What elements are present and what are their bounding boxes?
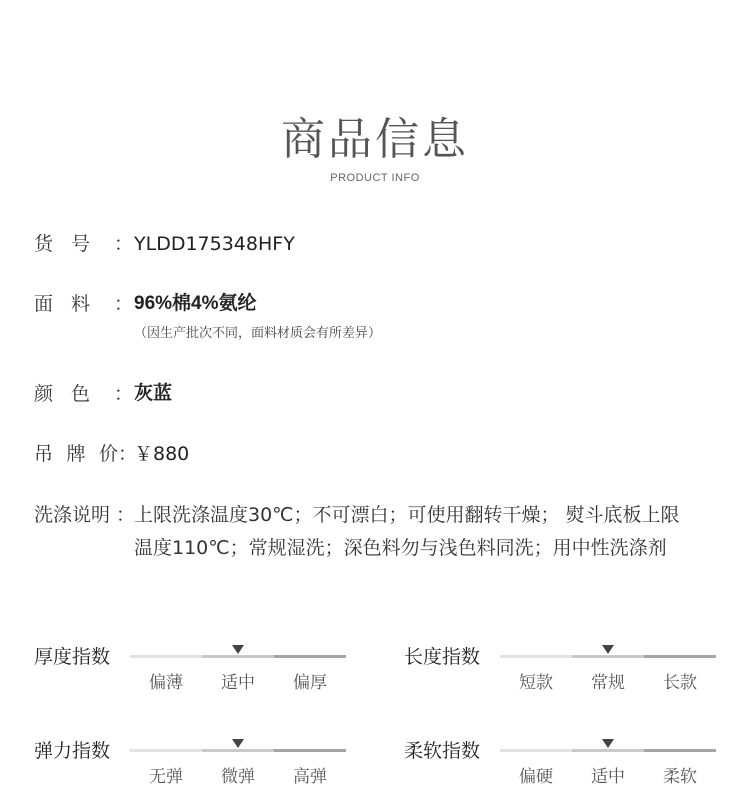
index-scale — [500, 643, 716, 703]
scale-option: 偏厚 — [293, 673, 327, 693]
color-label-char: 颜 — [34, 383, 54, 405]
index-scale — [130, 643, 346, 703]
scale-segment — [644, 749, 716, 752]
scale-option: 长款 — [663, 673, 697, 693]
index-scale — [130, 737, 346, 797]
elasticity-index — [34, 737, 379, 797]
sku-label-char: 号 — [70, 233, 90, 255]
scale-option: 偏硬 — [519, 767, 553, 787]
sku-colon: ： — [114, 233, 134, 255]
price-label — [34, 439, 118, 469]
sku-label-char: 货 — [34, 233, 54, 255]
selected-marker-icon — [232, 739, 244, 748]
index-scale — [500, 737, 716, 797]
scale-segment — [572, 749, 644, 752]
wash-label: 洗涤说明 — [34, 504, 111, 526]
scale-segment — [572, 655, 644, 658]
scale-option: 短款 — [519, 673, 553, 693]
price-label-char: 吊 — [34, 443, 54, 465]
scale-option: 柔软 — [663, 767, 697, 787]
length-index — [404, 643, 749, 703]
index-label: 柔软指数 — [404, 740, 481, 762]
price-value: ￥880 — [134, 443, 190, 465]
section-subtitle: PRODUCT INFO — [330, 172, 420, 184]
material-colon: ： — [114, 293, 134, 315]
material-label — [34, 289, 90, 319]
price-label-char: 牌 — [66, 443, 86, 465]
material-label-char: 面 — [34, 293, 54, 315]
scale-option: 无弹 — [149, 767, 183, 787]
scale-option: 适中 — [221, 673, 255, 693]
color-colon: ： — [114, 383, 134, 405]
selected-marker-icon — [232, 645, 244, 654]
material-value: 96%棉4%氨纶 — [134, 293, 257, 314]
material-note: （因生产批次不同，面料材质会有所差异） — [134, 326, 382, 341]
selected-marker-icon — [602, 645, 614, 654]
wash-text-line: 上限洗涤温度30℃；不可漂白；可使用翻转干燥； 熨斗底板上限 — [134, 504, 680, 526]
index-label: 长度指数 — [404, 646, 481, 668]
index-label: 厚度指数 — [34, 646, 111, 668]
scale-option: 常规 — [591, 673, 625, 693]
scale-segment — [130, 655, 202, 658]
scale-segment — [202, 749, 274, 752]
softness-index — [404, 737, 749, 797]
color-label — [34, 379, 90, 409]
section-title: 商品信息 — [281, 114, 469, 165]
scale-option: 微弹 — [221, 767, 255, 787]
color-label-char: 色 — [70, 383, 90, 405]
index-label: 弹力指数 — [34, 740, 111, 762]
scale-option: 适中 — [591, 767, 625, 787]
scale-option: 高弹 — [293, 767, 327, 787]
scale-segment — [500, 749, 572, 752]
selected-marker-icon — [602, 739, 614, 748]
sku-value: YLDD175348HFY — [134, 233, 295, 255]
price-label-char: 价 — [98, 443, 118, 465]
scale-segment — [274, 749, 346, 752]
wash-colon: ： — [116, 504, 136, 526]
wash-text-line: 温度110℃；常规湿洗；深色料勿与浅色料同洗；用中性洗涤剂 — [134, 537, 667, 559]
thickness-index — [34, 643, 379, 703]
scale-segment — [500, 655, 572, 658]
color-value: 灰蓝 — [134, 383, 173, 404]
scale-option: 偏薄 — [149, 673, 183, 693]
scale-segment — [644, 655, 716, 658]
scale-segment — [130, 749, 202, 752]
scale-segment — [274, 655, 346, 658]
sku-label — [34, 229, 90, 259]
scale-segment — [202, 655, 274, 658]
price-colon: ： — [118, 443, 138, 465]
material-label-char: 料 — [70, 293, 90, 315]
